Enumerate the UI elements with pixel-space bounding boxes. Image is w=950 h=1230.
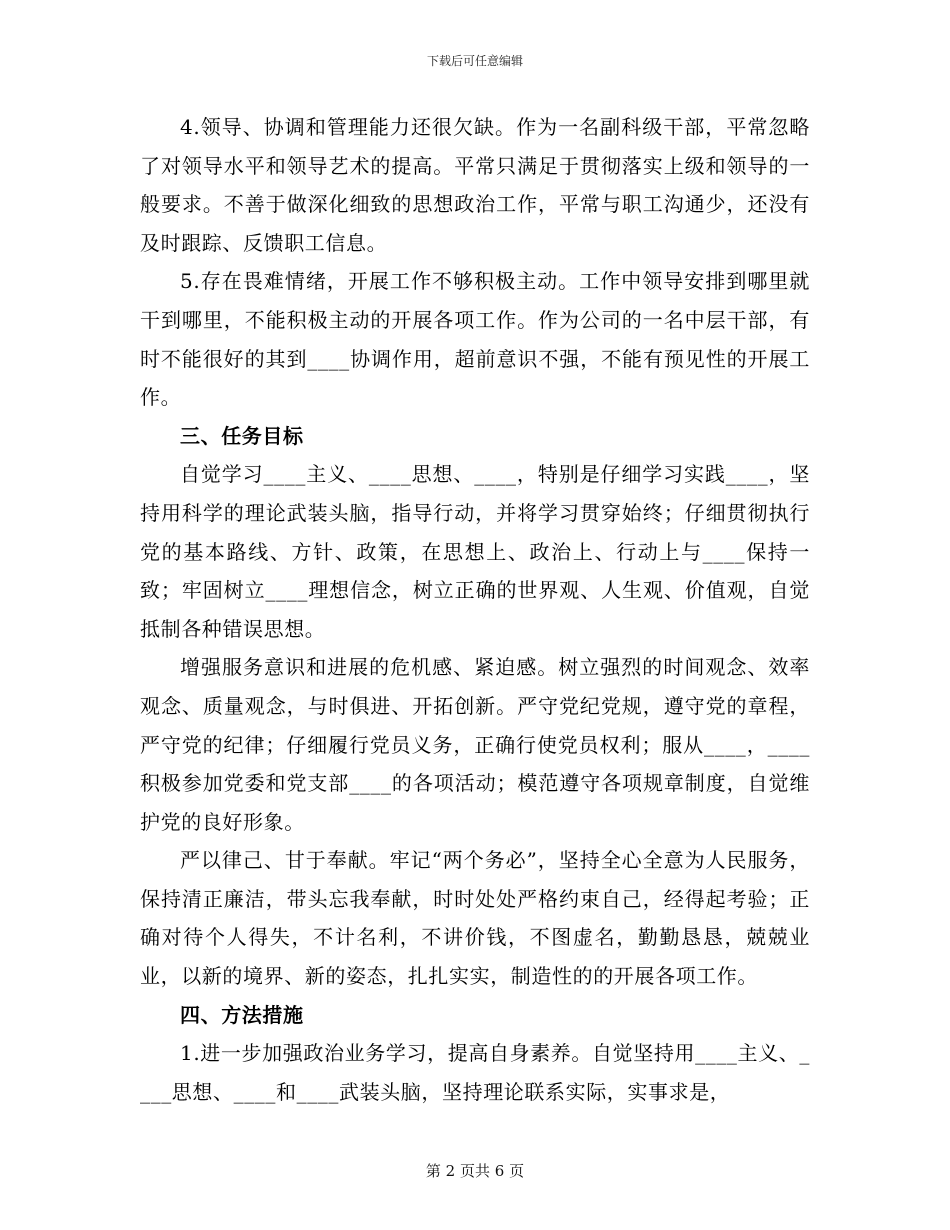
paragraph-initiative: 5.存在畏难情绪，开展工作不够积极主动。工作中领导安排到哪里就干到哪里，不能积极主动的开展各项工作。作为公司的一名中层干部，有时不能很好的其到____协调作用，超前意识不强，不能有预见性的开展工作。 [140, 269, 810, 410]
page-footer: 第 2 页共 6 页 [425, 1162, 525, 1180]
section-heading-goals: 三、任务目标 [180, 423, 304, 448]
paragraph-measure-1: 1.进一步加强政治业务学习，提高自身素养。自觉坚持用____主义、____思想、____和____武装头脑，坚持理论联系实际，实事求是， [140, 1041, 810, 1104]
document-body [140, 108, 810, 1111]
paragraph-discipline: 严以律己、甘于奉献。牢记“两个务必”，坚持全心全意为人民服务，保持清正廉洁，带头忘我奉献，时时处处严格约束自己，经得起考验；正确对待个人得失，不计名利，不讲价钱，不图虚名，勤勤恳恳，兢兢业业，以新的境界、新的姿态，扎扎实实，制造性的的开展各项工作。 [140, 848, 810, 989]
paragraph-service: 增强服务意识和进展的危机感、紧迫感。树立强烈的时间观念、效率观念、质量观念，与时俱进、开拓创新。严守党纪党规，遵守党的章程，严守党的纪律；仔细履行党员义务，正确行使党员权利；服从____，____积极参加党委和党支部____的各项活动；模范遵守各项规章制度，自觉维护党的良好形象。 [140, 655, 810, 834]
section-heading-measures: 四、方法措施 [180, 1002, 304, 1027]
page-header: 下载后可任意编辑 [426, 54, 523, 68]
paragraph-study: 自觉学习____主义、____思想、____，特别是仔细学习实践____，坚持用科学的理论武装头脑，指导行动，并将学习贯穿始终；仔细贯彻执行党的基本路线、方针、政策，在思想上、政治上、行动上与____保持一致；牢固树立____理想信念，树立正确的世界观、人生观、价值观，自觉抵制各种错误思想。 [140, 462, 810, 641]
paragraph-leadership: 4.领导、协调和管理能力还很欠缺。作为一名副科级干部，平常忽略了对领导水平和领导艺术的提高。平常只满足于贯彻落实上级和领导的一般要求。不善于做深化细致的思想政治工作，平常与职工沟通少，还没有及时跟踪、反馈职工信息。 [140, 115, 810, 255]
